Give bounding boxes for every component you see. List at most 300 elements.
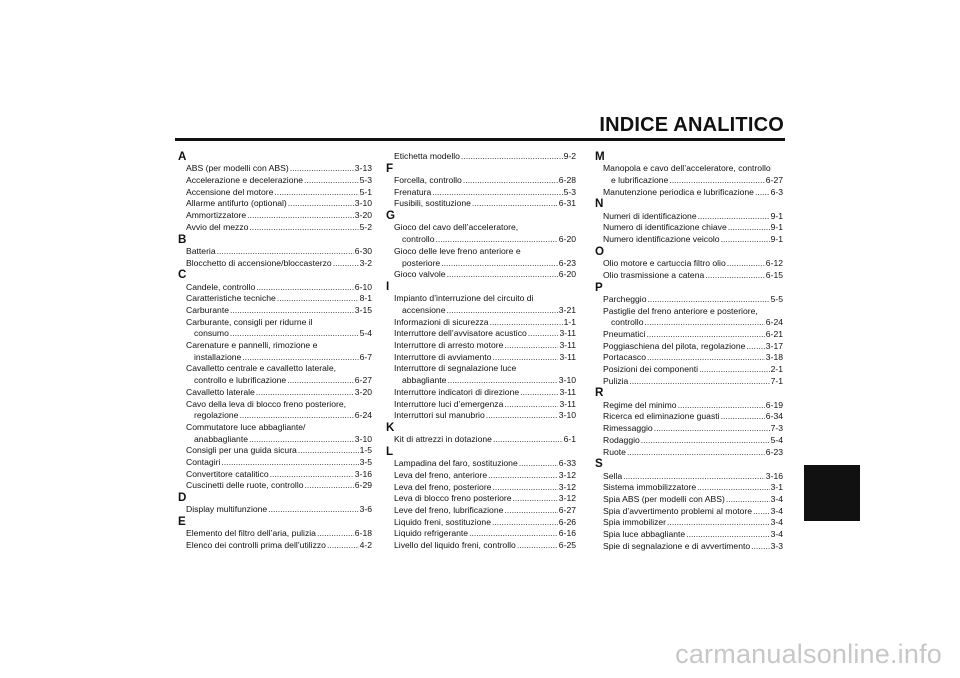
index-entry — [595, 506, 783, 518]
leader-dots — [755, 187, 770, 199]
entry-line — [394, 482, 576, 494]
entry-text: anabbagliante — [194, 433, 249, 444]
entry-line — [394, 352, 576, 364]
leader-dots — [304, 175, 359, 187]
page-number: 3-3 — [770, 540, 783, 551]
entry-line — [603, 364, 783, 376]
leader-dots — [288, 198, 354, 210]
entry-line-continued — [394, 258, 576, 270]
entry-text: Olio motore e cartuccia filtro olio — [603, 258, 726, 269]
entry-line — [186, 457, 372, 469]
entry-line — [603, 222, 783, 234]
entry-line — [186, 198, 372, 210]
section-letter: K — [386, 420, 395, 434]
section-letter: O — [595, 244, 605, 258]
entry-line — [186, 163, 372, 175]
entry-line — [603, 435, 783, 447]
page-number: 6-24 — [765, 317, 783, 328]
entry-text: Interruttore di avviamento — [394, 351, 492, 362]
title-rule — [175, 138, 785, 141]
entry-line-continued — [186, 410, 372, 422]
index-entry — [178, 445, 372, 457]
entry-text: Manopola e cavo dell’acceleratore, controllo — [603, 163, 771, 174]
entry-text: Blocchetto di accensione/bloccasterzo — [186, 257, 332, 268]
leader-dots — [678, 400, 765, 412]
index-entry — [595, 435, 783, 447]
leader-dots — [492, 517, 558, 529]
entry-line — [186, 293, 372, 305]
page-number: 3-11 — [559, 328, 576, 339]
page-number: 5-4 — [359, 328, 372, 339]
entry-text: Cavalletto centrale e cavalletto laterale, — [186, 363, 336, 374]
entry-text: Consigli per una guida sicura — [186, 445, 297, 456]
index-entry — [386, 410, 576, 422]
index-entry — [178, 480, 372, 492]
entry-line — [603, 482, 783, 494]
entry-line — [186, 480, 372, 492]
entry-text: Spia immobilizer — [603, 517, 667, 528]
page-number: 6-15 — [765, 269, 783, 280]
page-number: 6-25 — [558, 540, 576, 551]
page-number: 3-10 — [354, 198, 372, 209]
entry-line — [603, 517, 783, 529]
entry-text: posteriore — [402, 257, 441, 268]
index-entry — [386, 399, 576, 411]
leader-dots — [333, 258, 359, 270]
page-number: 6-21 — [765, 328, 783, 339]
page-number: 6-28 — [558, 175, 576, 185]
page-number: 6-26 — [558, 516, 576, 527]
entry-line — [186, 422, 372, 434]
index-entry — [386, 151, 576, 163]
entry-text: Lampadina del faro, sostituzione — [394, 458, 518, 469]
entry-text: Interruttore luci d’emergenza — [394, 398, 504, 409]
section-letter: R — [595, 386, 604, 400]
entry-line — [603, 341, 783, 353]
section-letter: E — [178, 515, 186, 529]
page-number: 9-1 — [770, 210, 783, 221]
entry-line — [394, 175, 576, 187]
leader-dots — [221, 457, 358, 469]
index-entry — [386, 482, 576, 494]
entry-text: Gioco valvole — [394, 269, 446, 280]
entry-line — [186, 399, 372, 411]
index-entry — [386, 246, 576, 269]
page-number: 5-1 — [359, 186, 372, 197]
entry-line — [186, 222, 372, 234]
page-number: 3-10 — [558, 375, 576, 386]
index-entry — [178, 469, 372, 481]
index-entry — [595, 529, 783, 541]
index-entry — [595, 376, 783, 388]
page-number: 3-15 — [354, 304, 372, 315]
index-entry — [595, 329, 783, 341]
index-entry — [178, 187, 372, 199]
leader-dots — [270, 469, 354, 481]
index-entry — [178, 340, 372, 363]
entry-line-continued — [394, 234, 576, 246]
page-number: 6-7 — [359, 351, 372, 362]
entry-line — [186, 387, 372, 399]
index-entry — [178, 293, 372, 305]
page-number: 3-4 — [770, 517, 783, 528]
entry-line — [186, 258, 372, 270]
leader-dots — [705, 270, 765, 282]
entry-line — [603, 211, 783, 223]
page-number: 3-5 — [359, 457, 372, 468]
page-number: 6-1 — [563, 434, 576, 445]
index-entry — [178, 457, 372, 469]
leader-dots — [753, 506, 770, 518]
page-number: 3-11 — [559, 351, 576, 362]
entry-line — [394, 505, 576, 517]
entry-text: consumo — [194, 328, 229, 339]
entry-text: controllo e lubrificazione — [194, 375, 287, 386]
entry-line-continued — [603, 175, 783, 187]
entry-text: Frenatura — [394, 186, 432, 197]
entry-text: Liquido freni, sostituzione — [394, 516, 491, 527]
entry-line — [394, 410, 576, 422]
entry-line — [186, 340, 372, 352]
index-entry — [178, 258, 372, 270]
page-number: 3-12 — [558, 493, 576, 504]
page-number: 3-10 — [354, 433, 372, 444]
entry-line — [603, 529, 783, 541]
entry-line — [603, 294, 783, 306]
entry-line — [394, 434, 576, 446]
entry-text: Cavalletto laterale — [186, 386, 255, 397]
entry-line — [394, 198, 576, 210]
leader-dots — [469, 528, 558, 540]
index-entry — [386, 517, 576, 529]
leader-dots — [669, 175, 764, 187]
leader-dots — [647, 329, 765, 341]
entry-text: Informazioni di sicurezza — [394, 316, 489, 327]
leader-dots — [217, 246, 354, 258]
leader-dots — [647, 294, 769, 306]
leader-dots — [504, 505, 557, 517]
leader-dots — [432, 187, 562, 199]
index-entry — [595, 211, 783, 223]
entry-line — [603, 234, 783, 246]
entry-text: Rimessaggio — [603, 423, 653, 434]
entry-line — [394, 222, 576, 234]
entry-line — [186, 187, 372, 199]
page-number: 3-4 — [770, 505, 783, 516]
entry-text: Etichetta modello — [394, 151, 460, 161]
index-entry — [595, 471, 783, 483]
entry-line — [394, 470, 576, 482]
leader-dots — [317, 528, 354, 540]
leader-dots — [327, 540, 359, 552]
entry-text: Elenco dei controlli prima dell’utilizzo — [186, 540, 326, 551]
leader-dots — [627, 447, 765, 459]
entry-line — [186, 210, 372, 222]
entry-line — [186, 317, 372, 329]
entry-line — [603, 258, 783, 270]
section-letter: B — [178, 232, 187, 246]
section-letter: P — [595, 280, 603, 294]
page-number: 3-16 — [765, 470, 783, 481]
entry-text: Pneumatici — [603, 328, 646, 339]
entry-text: Pulizia — [603, 375, 629, 386]
entry-text: Spia ABS (per modelli con ABS) — [603, 493, 725, 504]
entry-text: Impianto d’interruzione del circuito di — [394, 293, 534, 304]
entry-text: Caratteristiche tecniche — [186, 293, 276, 304]
leader-dots — [486, 410, 558, 422]
leader-dots — [721, 234, 770, 246]
entry-line-continued — [186, 352, 372, 364]
page-number: 8-1 — [359, 293, 372, 304]
entry-line — [603, 423, 783, 435]
page-number: 6-23 — [558, 257, 576, 268]
index-entry — [595, 187, 783, 199]
entry-line — [394, 293, 576, 305]
leader-dots — [644, 317, 764, 329]
page-number: 3-13 — [354, 163, 372, 174]
leader-dots — [721, 411, 765, 423]
index-entry — [595, 411, 783, 423]
entry-text: controllo — [402, 234, 435, 245]
section-letter: G — [386, 209, 396, 223]
page-number: 2-1 — [770, 364, 783, 375]
entry-text: Leva di blocco freno posteriore — [394, 493, 512, 504]
page-number: 3-12 — [558, 469, 576, 480]
entry-line — [394, 399, 576, 411]
leader-dots — [472, 198, 558, 210]
leader-dots — [528, 328, 559, 340]
entry-text: Ruote — [603, 446, 626, 457]
index-entry — [386, 458, 576, 470]
page-number: 6-23 — [765, 446, 783, 457]
leader-dots — [298, 445, 359, 457]
chapter-tab — [804, 465, 860, 521]
leader-dots — [242, 352, 358, 364]
page-number: 1-5 — [359, 445, 372, 456]
entry-text: Numeri di identificazione — [603, 210, 697, 221]
entry-line — [603, 494, 783, 506]
index-entry — [595, 341, 783, 353]
leader-dots — [686, 529, 769, 541]
page-number: 3-11 — [559, 340, 576, 351]
entry-text: Gioco delle leve freno anteriore e — [394, 245, 521, 256]
page-number: 6-19 — [765, 399, 783, 410]
page-number: 3-12 — [558, 481, 576, 492]
page-number: 9-2 — [563, 151, 576, 161]
entry-text: Interruttore dell’avvisatore acustico — [394, 328, 527, 339]
leader-dots — [654, 423, 770, 435]
leader-dots — [461, 151, 563, 163]
entry-text: Interruttore di arresto motore — [394, 340, 504, 351]
leader-dots — [513, 493, 558, 505]
index-entry — [386, 352, 576, 364]
section-letter: N — [595, 197, 604, 211]
entry-line — [186, 305, 372, 317]
entry-line — [186, 175, 372, 187]
entry-line — [603, 541, 783, 553]
entry-line — [394, 269, 576, 281]
watermark: carmanualsonline.info — [675, 639, 942, 669]
leader-dots — [697, 482, 769, 494]
page-number: 6-30 — [354, 245, 372, 256]
leader-dots — [256, 282, 354, 294]
entry-line — [394, 246, 576, 258]
entry-line-continued — [394, 305, 576, 317]
section-letter: C — [178, 268, 187, 282]
entry-text: ABS (per modelli con ABS) — [186, 163, 289, 174]
entry-text: Leva del freno, anteriore — [394, 469, 488, 480]
entry-line — [394, 387, 576, 399]
entry-text: accensione — [402, 304, 446, 315]
leader-dots — [290, 163, 354, 175]
leader-dots — [520, 387, 558, 399]
index-entry — [178, 363, 372, 386]
page-number: 6-12 — [765, 258, 783, 269]
entry-line — [603, 306, 783, 318]
entry-text: Elemento del filtro dell’aria, pulizia — [186, 528, 316, 539]
leader-dots — [492, 482, 557, 494]
entry-text: abbagliante — [402, 375, 447, 386]
index-entry — [178, 504, 372, 516]
leader-dots — [492, 352, 558, 364]
index-entry — [386, 363, 576, 386]
entry-text: Allarme antifurto (optional) — [186, 198, 287, 209]
leader-dots — [447, 375, 557, 387]
index-entry — [386, 198, 576, 210]
entry-text: Candele, controllo — [186, 281, 256, 292]
page-number: 6-27 — [354, 375, 372, 386]
entry-line — [394, 528, 576, 540]
entry-text: Convertitore catalitico — [186, 468, 269, 479]
page-number: 5-5 — [770, 293, 783, 304]
entry-text: Sistema immobilizzatore — [603, 482, 697, 493]
entry-text: Ricerca ed eliminazione guasti — [603, 411, 720, 422]
leader-dots — [488, 470, 558, 482]
page-number: 5-3 — [563, 186, 576, 197]
leader-dots — [230, 328, 359, 340]
leader-dots — [441, 258, 558, 270]
entry-text: Carenature e pannelli, rimozione e — [186, 340, 318, 351]
page-number: 7-1 — [770, 375, 783, 386]
index-entry — [178, 422, 372, 445]
index-entry — [386, 175, 576, 187]
index-entry — [595, 364, 783, 376]
leader-dots — [519, 458, 558, 470]
leader-dots — [647, 352, 765, 364]
entry-line — [186, 282, 372, 294]
entry-text: Rodaggio — [603, 434, 640, 445]
entry-text: Cuscinetti delle ruote, controllo — [186, 480, 304, 491]
index-entry — [178, 222, 372, 234]
leader-dots — [230, 305, 354, 317]
entry-text: installazione — [194, 351, 242, 362]
index-entry — [595, 423, 783, 435]
entry-text: Numero identificazione veicolo — [603, 234, 720, 245]
entry-line — [394, 540, 576, 552]
page-number: 5-3 — [359, 175, 372, 185]
index-entry — [386, 187, 576, 199]
index-entry — [595, 447, 783, 459]
page-number: 3-2 — [359, 257, 372, 268]
entry-line — [186, 540, 372, 552]
leader-dots — [641, 435, 770, 447]
entry-line — [394, 187, 576, 199]
index-entry — [386, 317, 576, 329]
leader-dots — [256, 387, 354, 399]
page-number: 3-20 — [354, 210, 372, 221]
leader-dots — [287, 375, 354, 387]
entry-text: Livello del liquido freni, controllo — [394, 540, 516, 551]
entry-line — [186, 504, 372, 516]
leader-dots — [728, 222, 770, 234]
index-entry — [178, 175, 372, 187]
leader-dots — [698, 211, 770, 223]
index-entry — [386, 470, 576, 482]
index-entry — [386, 269, 576, 281]
index-entry — [595, 222, 783, 234]
index-column-2 — [386, 151, 576, 552]
entry-text: Display multifunzione — [186, 504, 268, 515]
page-number: 6-27 — [765, 175, 783, 185]
index-entry — [595, 352, 783, 364]
entry-text: Batteria — [186, 245, 216, 256]
page-number: 3-4 — [770, 529, 783, 540]
leader-dots — [305, 480, 354, 492]
index-entry — [178, 246, 372, 258]
entry-text: Poggiaschiena del pilota, regolazione — [603, 340, 746, 351]
entry-text: Contagiri — [186, 457, 221, 468]
entry-line — [186, 528, 372, 540]
entry-text: Portacasco — [603, 352, 646, 363]
index-entry — [178, 317, 372, 340]
leader-dots — [726, 494, 770, 506]
entry-line — [394, 317, 576, 329]
entry-text: Manutenzione periodica e lubrificazione — [603, 186, 754, 197]
page-title: INDICE ANALITICO — [599, 114, 784, 136]
leader-dots — [517, 540, 558, 552]
page-number: 3-1 — [770, 482, 783, 493]
entry-line — [394, 328, 576, 340]
entry-text: Regime del minimo — [603, 399, 677, 410]
entry-text: Posizioni dei componenti — [603, 364, 699, 375]
entry-line — [394, 340, 576, 352]
page-number: 6-24 — [354, 410, 372, 421]
page-number: 3-17 — [765, 340, 783, 351]
entry-line — [603, 506, 783, 518]
index-entry — [178, 528, 372, 540]
leader-dots — [268, 504, 358, 516]
leader-dots — [623, 471, 765, 483]
page-number: 6-33 — [558, 458, 576, 469]
entry-line — [186, 445, 372, 457]
entry-text: Forcella, controllo — [394, 175, 462, 185]
page-number: 6-31 — [558, 198, 576, 209]
entry-text: Pastiglie del freno anteriore e posteriore, — [603, 305, 758, 316]
index-entry — [595, 494, 783, 506]
leader-dots — [274, 187, 358, 199]
entry-line — [603, 376, 783, 388]
entry-text: regolazione — [194, 410, 239, 421]
leader-dots — [727, 258, 765, 270]
entry-line — [186, 469, 372, 481]
entry-text: Kit di attrezzi in dotazione — [394, 434, 492, 445]
index-entry — [178, 305, 372, 317]
leader-dots — [239, 410, 353, 422]
index-entry — [595, 400, 783, 412]
page-number: 3-11 — [559, 386, 576, 397]
entry-line — [394, 517, 576, 529]
index-column-1 — [178, 151, 372, 552]
